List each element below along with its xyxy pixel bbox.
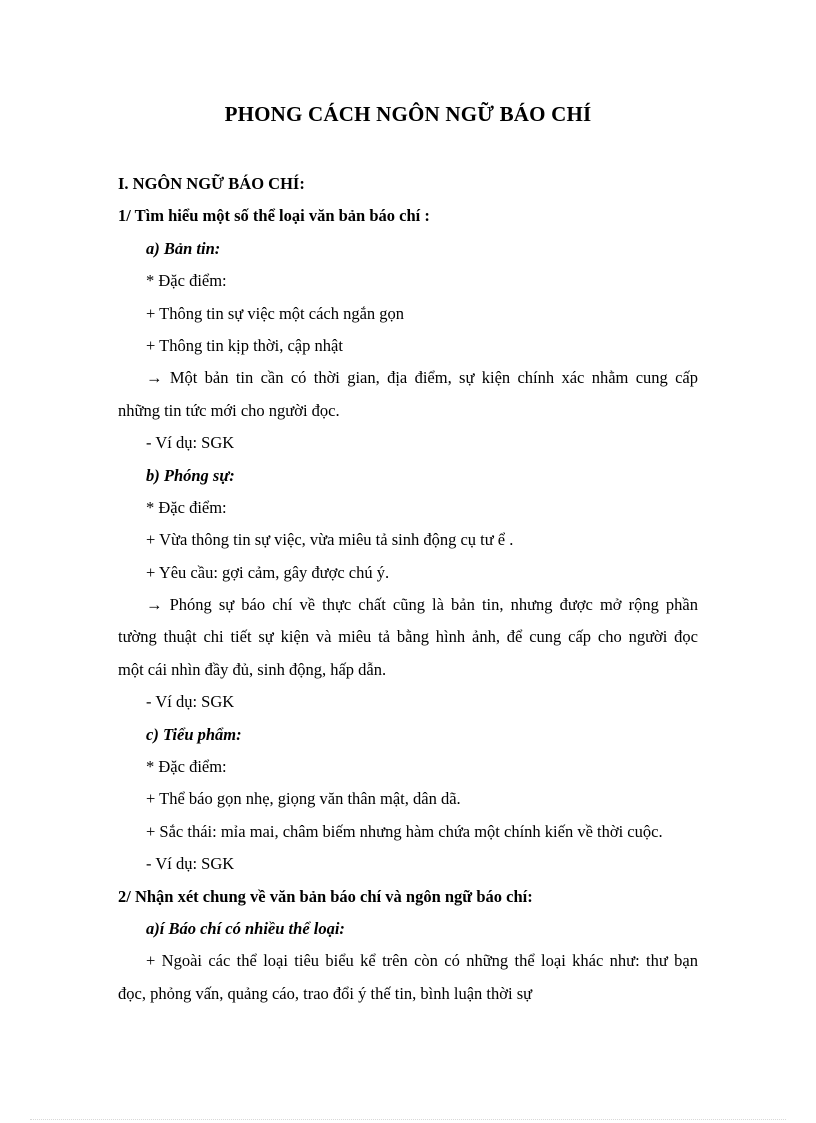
page-title: PHONG CÁCH NGÔN NGỮ BÁO CHÍ xyxy=(224,102,592,126)
features-label: * Đặc điểm: xyxy=(146,497,227,517)
paragraph-line: + Thông tin kịp thời, cập nhật xyxy=(146,335,343,355)
paragraph-line: + Thể báo gọn nhẹ, giọng văn thân mật, dân dã. xyxy=(146,789,461,809)
features-label: * Đặc điểm: xyxy=(146,757,227,777)
example-line: - Ví dụ: SGK xyxy=(146,692,235,712)
paragraph-line: + Ngoài các thể loại tiêu biểu kể trên còn có những thể loại khác như: thư bạn xyxy=(146,951,698,971)
page-bottom-divider xyxy=(30,1119,786,1120)
paragraph-line: những tin tức mới cho người đọc. xyxy=(118,400,340,420)
document-body xyxy=(118,168,698,1010)
example-line: - Ví dụ: SGK xyxy=(146,854,235,874)
paragraph-line: → Một bản tin cần có thời gian, địa điểm, sự kiện chính xác nhằm cung cấp xyxy=(146,368,698,388)
paragraph-line: → Phóng sự báo chí về thực chất cũng là bản tin, nhưng được mở rộng phần xyxy=(146,595,698,615)
paragraph-line: đọc, phỏng vấn, quảng cáo, trao đổi ý thế tin, bình luận thời sự xyxy=(118,983,533,1003)
paragraph-line: + Yêu cầu: gợi cảm, gây được chú ý. xyxy=(146,562,390,582)
paragraph-line: tường thuật chi tiết sự kiện và miêu tả bằng hình ảnh, để cung cấp cho người đọc xyxy=(118,627,698,647)
subsection-heading: 1/ Tìm hiểu một số thể loại văn bản báo chí : xyxy=(118,206,430,226)
section-heading: I. NGÔN NGỮ BÁO CHÍ: xyxy=(118,174,305,193)
features-label: * Đặc điểm: xyxy=(146,271,227,291)
item-heading-nhieu-the-loai: a)í Báo chí có nhiều thể loại: xyxy=(146,918,345,938)
paragraph-line: + Vừa thông tin sự việc, vừa miêu tả sinh động cụ tư ể . xyxy=(146,530,514,550)
item-heading-tieu-pham: c) Tiểu phẩm: xyxy=(146,724,242,744)
item-heading-ban-tin: a) Bản tin: xyxy=(146,238,221,258)
example-line: - Ví dụ: SGK xyxy=(146,433,235,453)
item-heading-phong-su: b) Phóng sự: xyxy=(146,465,235,485)
subsection-heading: 2/ Nhận xét chung về văn bản báo chí và ngôn ngữ báo chí: xyxy=(118,886,533,906)
paragraph-line: + Thông tin sự việc một cách ngắn gọn xyxy=(146,303,405,323)
paragraph-line: + Sắc thái: mỉa mai, châm biếm nhưng hàm chứa một chính kiến về thời cuộc. xyxy=(146,821,663,841)
paragraph-line: một cái nhìn đầy đủ, sinh động, hấp dẫn. xyxy=(118,659,387,679)
